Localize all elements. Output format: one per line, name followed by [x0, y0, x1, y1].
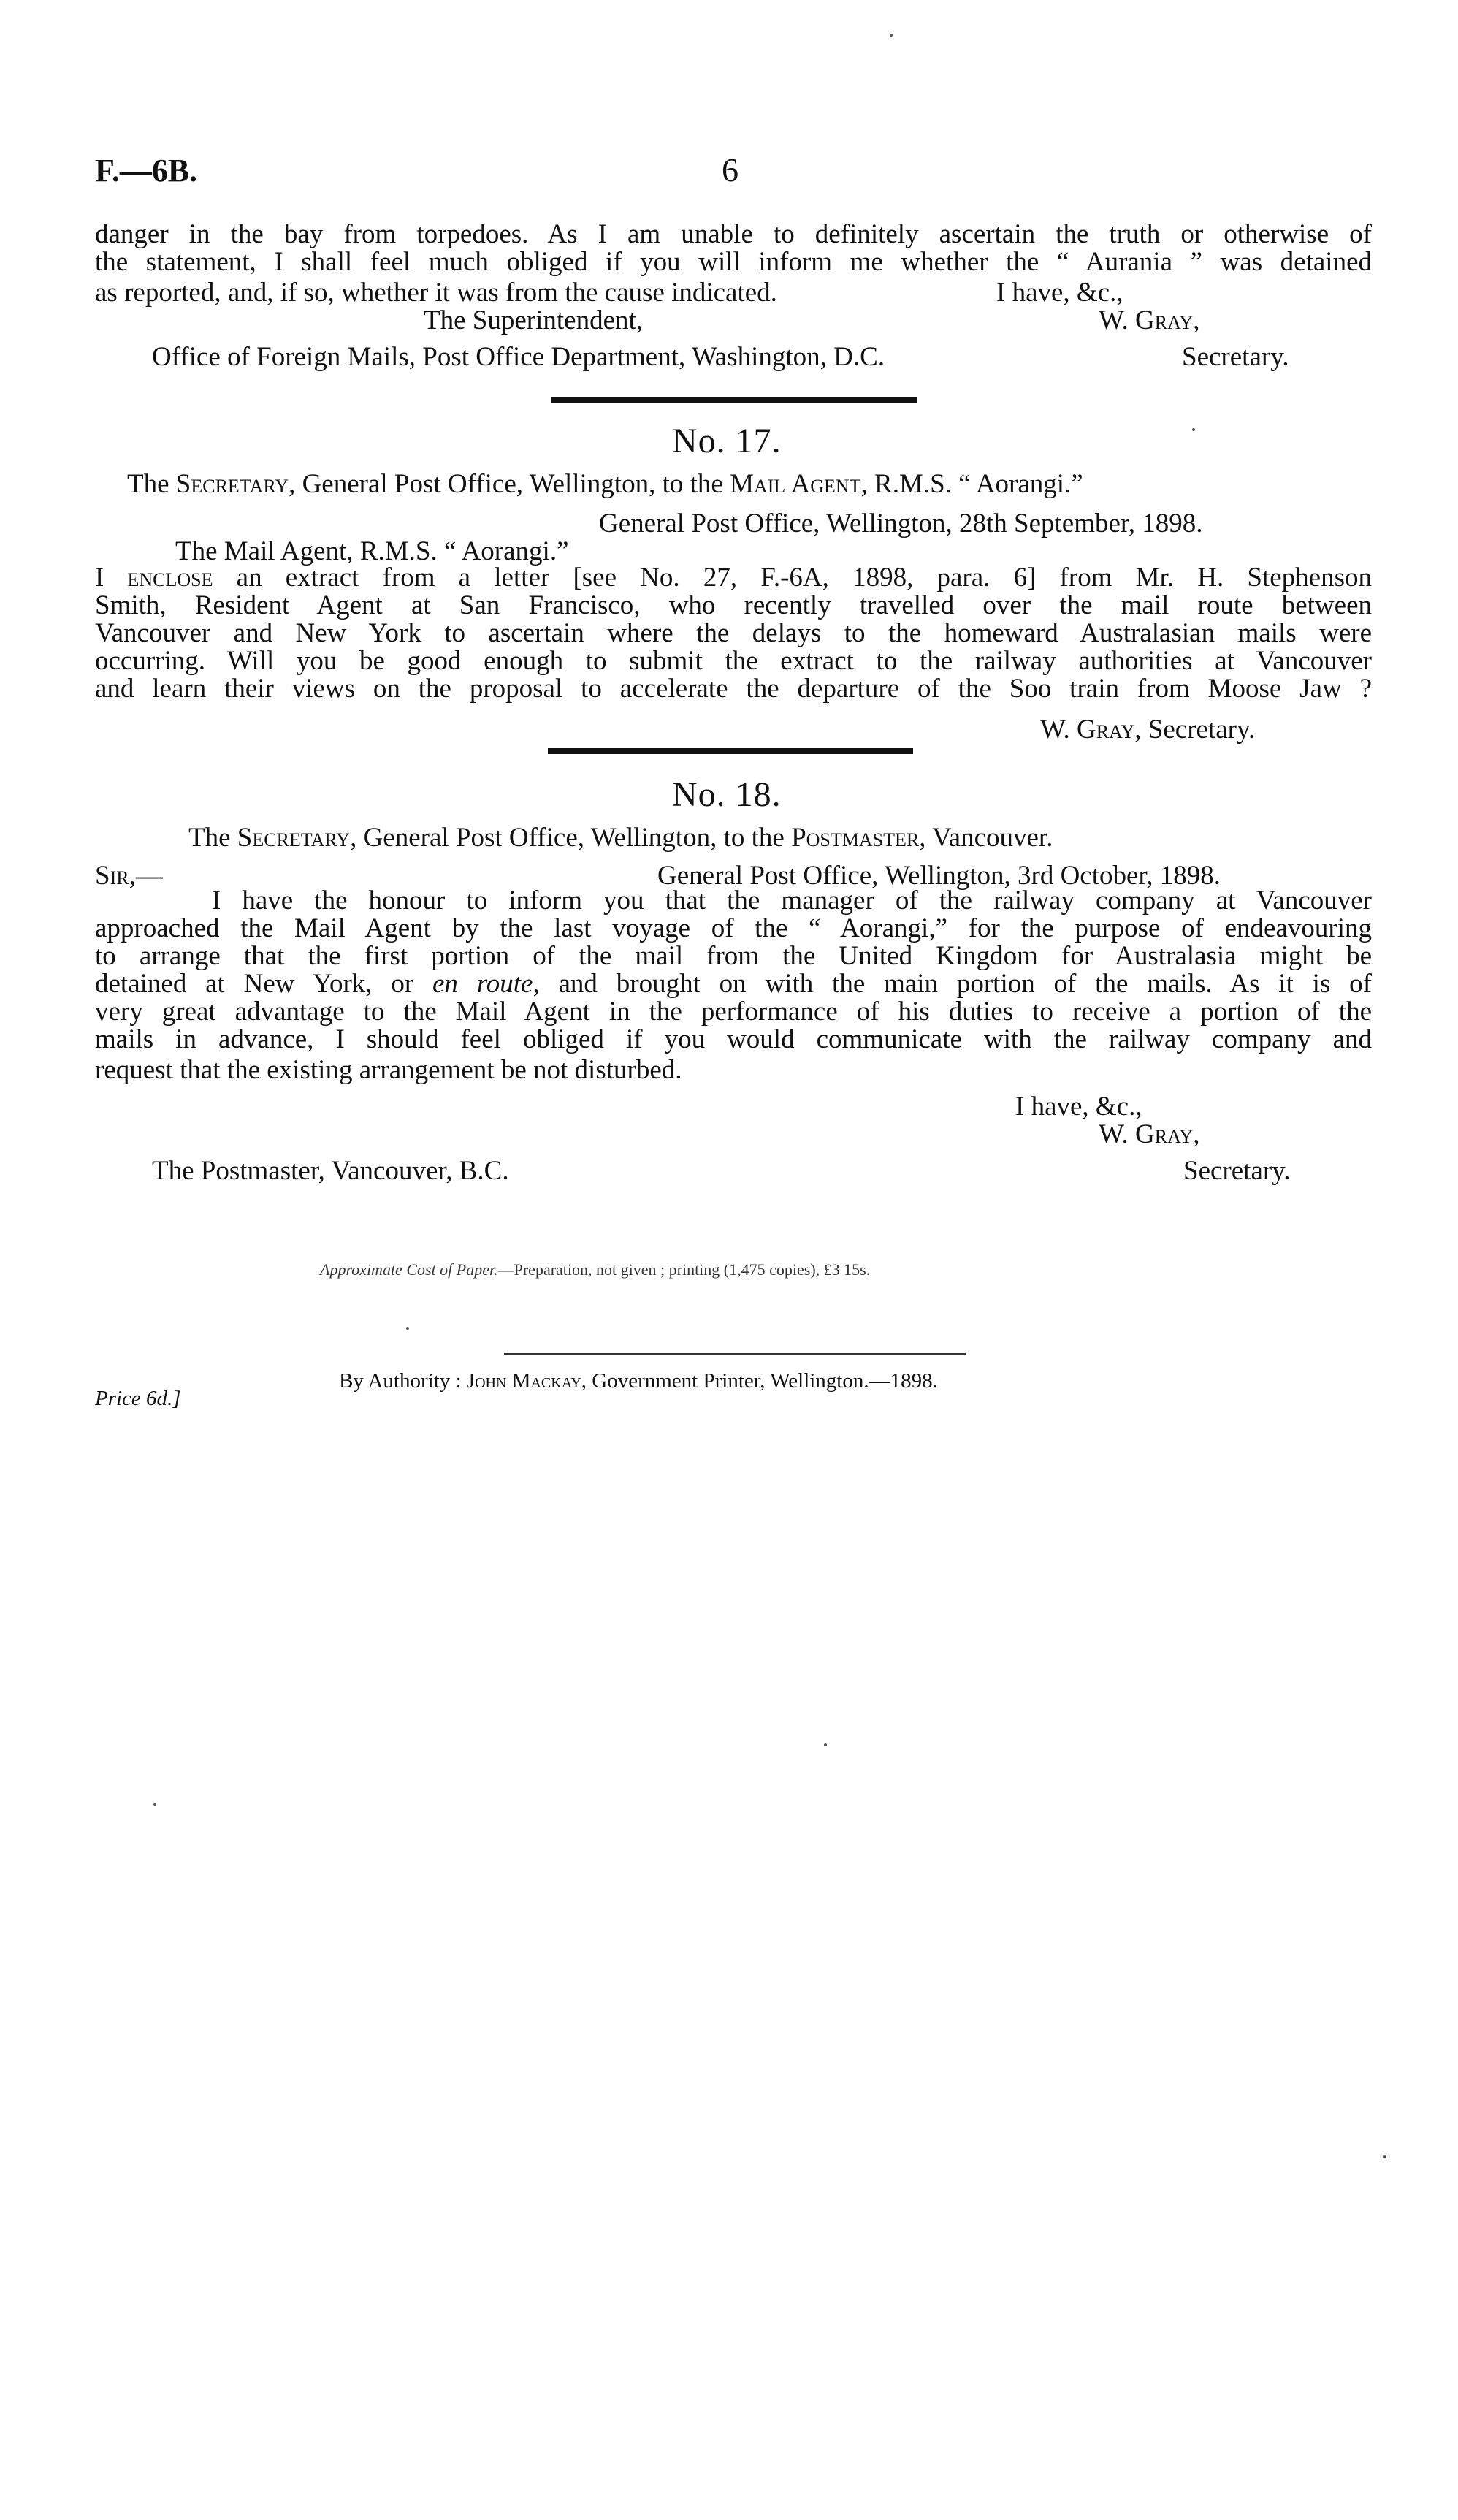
letter-17-body-lead: I enclose: [95, 563, 213, 593]
page-code: F.—6B.: [95, 153, 198, 189]
cost-note-label: Approximate Cost of Paper.: [320, 1260, 498, 1279]
letter-17-from-role: Secretary: [175, 469, 289, 499]
intro-line-1: danger in the bay from torpedoes. As I am unable to definitely ascertain the truth or otherwise of: [95, 219, 1372, 249]
intro-line-3: as reported, and, if so, whether it was from the cause indicated.: [95, 278, 777, 308]
intro-address: Office of Foreign Mails, Post Office Department, Washington, D.C.: [152, 342, 885, 372]
letter-18-body-line-4-italic: en route: [432, 969, 533, 999]
letter-18-salutation: Sir,—: [95, 861, 163, 891]
letter-17-dateline: General Post Office, Wellington, 28th September, 1898.: [599, 509, 1203, 538]
price-note: Price 6d.]: [95, 1387, 181, 1410]
letter-18-addressee: The Postmaster, Vancouver, B.C.: [152, 1156, 509, 1186]
scan-speck: [824, 1743, 827, 1746]
letter-18-route-text-1: , General Post Office, Wellington, to the: [350, 823, 785, 853]
letter-17-route-text-1: , General Post Office, Wellington, to the: [289, 469, 723, 499]
letter-17-body-line-3: Vancouver and New York to ascertain where the delays to the homeward Australasian mails were: [95, 618, 1372, 648]
letter-18-body-line-1: I have the honour to inform you that the manager of the railway company at Vancouver: [212, 886, 1372, 916]
intro-signer-initial: W.: [1099, 305, 1129, 335]
letter-17-to-role: Mail Agent: [730, 469, 861, 499]
letter-18-route-text-2: , Vancouver.: [919, 823, 1053, 853]
printer-text: , Government Printer, Wellington.—1898.: [581, 1369, 938, 1393]
intro-signer-title: Secretary.: [1182, 342, 1289, 372]
intro-line-2: the statement, I shall feel much obliged if you will inform me whether the “ Aurania ” was detained: [95, 247, 1372, 277]
scan-speck: [1192, 428, 1195, 431]
letter-17-body-line-2: Smith, Resident Agent at San Francisco, who recently travelled over the mail route between: [95, 590, 1372, 620]
footer-rule: [504, 1353, 966, 1355]
letter-18-body-line-4b: , and brought on with the main portion of the mails. As it is of: [533, 969, 1372, 999]
letter-18-body-line-2: approached the Mail Agent by the last voyage of the “ Aorangi,” for the purpose of endeavouring: [95, 913, 1372, 943]
scan-speck: [1383, 2155, 1386, 2158]
scan-speck: [406, 1327, 409, 1330]
cost-note-text: —Preparation, not given ; printing (1,475 copies), £3 15s.: [497, 1260, 871, 1279]
letter-17-body-line-4: occurring. Will you be good enough to submit the extract to the railway authorities at Vancouver: [95, 646, 1372, 676]
letter-18-body-line-4a: detained at New York, or: [95, 969, 414, 999]
intro-addressee: The Superintendent,: [424, 305, 644, 335]
letter-18-signer: [1099, 1121, 1200, 1148]
authority-label: By Authority :: [339, 1369, 462, 1393]
letter-18-body-line-4: [95, 969, 1372, 999]
letter-18-signer-name: Gray,: [1135, 1119, 1200, 1149]
letter-18-body-line-5: very great advantage to the Mail Agent in the performance of his duties to receive a portion of the: [95, 997, 1372, 1027]
letter-18-body-line-7: request that the existing arrangement be not disturbed.: [95, 1055, 682, 1085]
letter-17-signer-name: Gray: [1077, 715, 1135, 745]
letter-18-heading: No. 18.: [672, 775, 782, 814]
letter-17-signer-initial: W.: [1040, 715, 1070, 745]
page-number: 6: [722, 151, 738, 189]
letter-18-body-line-6: mails in advance, I should feel obliged if you would communicate with the railway company and: [95, 1024, 1372, 1054]
letter-17-signature: [1040, 716, 1255, 743]
intro-signer-name: Gray,: [1135, 305, 1200, 335]
letter-18-signer-initial: W.: [1099, 1119, 1129, 1149]
letter-17-signer-title: , Secretary.: [1134, 715, 1256, 745]
authority-line: [339, 1371, 938, 1392]
intro-valediction: I have, &c.,: [996, 278, 1123, 308]
scan-speck: [890, 34, 893, 37]
section-rule: [548, 748, 913, 754]
section-rule: [551, 397, 917, 403]
letter-18-valediction: I have, &c.,: [1015, 1092, 1142, 1122]
letter-17-body-line-1: [95, 563, 1372, 593]
letter-18-from-role: Secretary: [237, 823, 351, 853]
letter-17-heading: No. 17.: [672, 422, 782, 460]
cost-note: [320, 1262, 870, 1278]
letter-18-body-line-3: to arrange that the first portion of the mail from the United Kingdom for Australasia might be: [95, 941, 1372, 971]
letter-17-route-text-2: , R.M.S. “ Aorangi.”: [860, 469, 1083, 499]
letter-18-signer-title: Secretary.: [1183, 1156, 1291, 1186]
letter-18-route: The Secretary, General Post Office, Wellington, to the Postmaster, Vancouver.: [188, 823, 1053, 853]
letter-17-route: The Secretary, General Post Office, Wellington, to the Mail Agent, R.M.S. “ Aorangi.”: [127, 469, 1083, 499]
letter-17-body-line-5: and learn their views on the proposal to accelerate the departure of the Soo train from Moose Jaw ?: [95, 674, 1372, 704]
letter-17-salutation: The Mail Agent, R.M.S. “ Aorangi.”: [175, 536, 569, 566]
scan-speck: [153, 1803, 156, 1806]
letter-17-body-line-1-text: an extract from a letter [see No. 27, F.-6A, 1898, para. 6] from Mr. H. Stephenson: [236, 563, 1372, 593]
printer-name: John Mackay: [466, 1369, 581, 1393]
intro-signer: [1099, 307, 1200, 334]
letter-18-dateline: General Post Office, Wellington, 3rd October, 1898.: [657, 861, 1221, 891]
letter-18-to-role: Postmaster: [791, 823, 920, 853]
